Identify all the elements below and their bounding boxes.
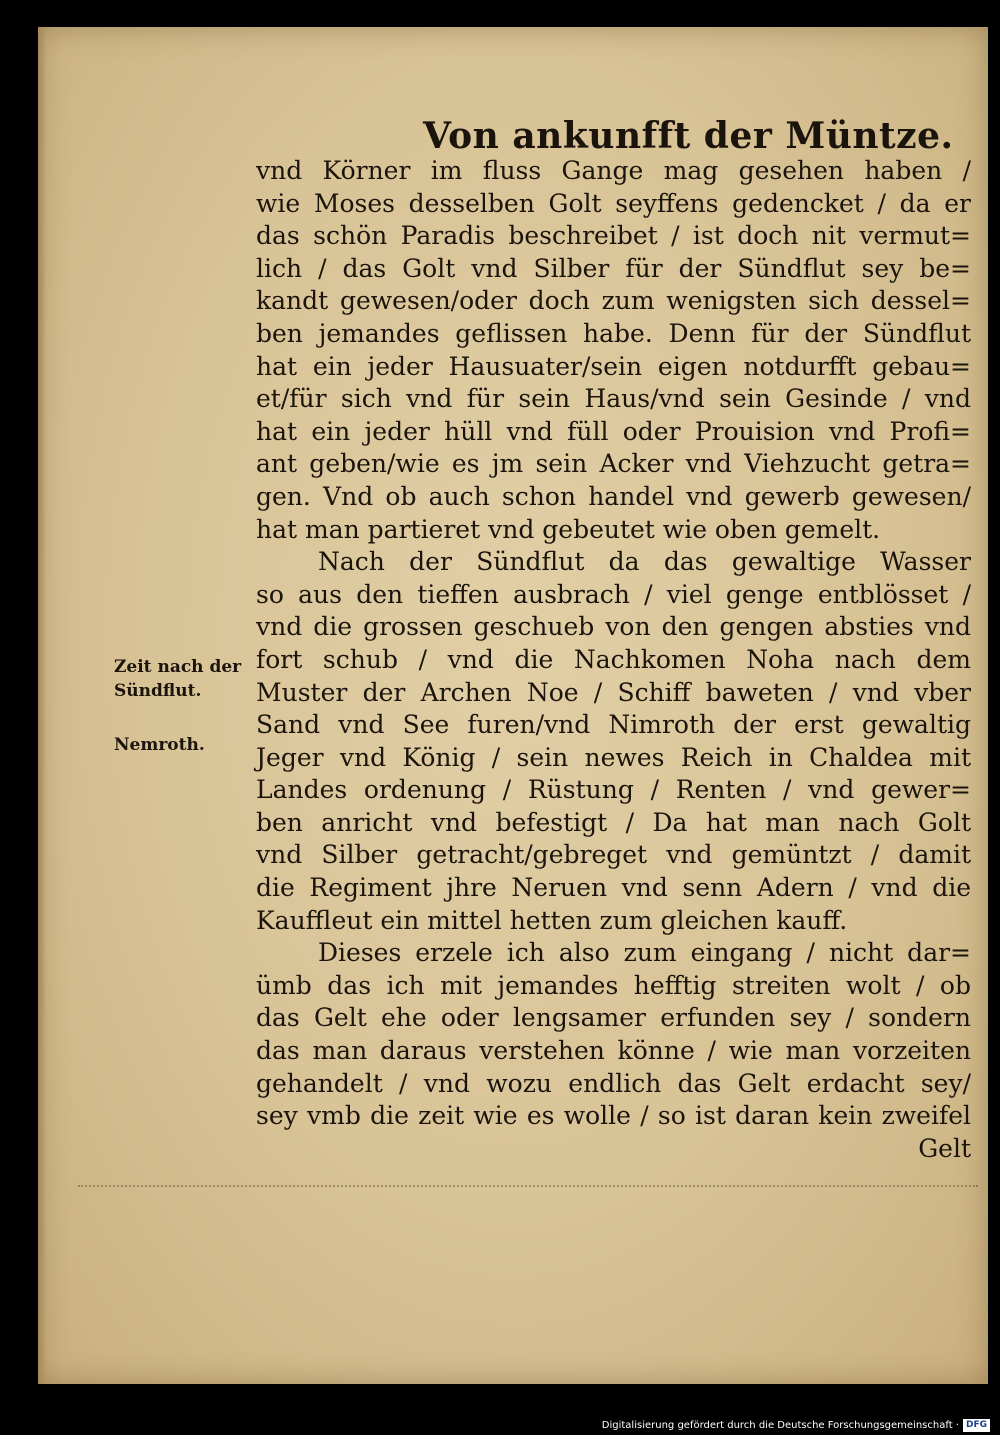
- text-line: sey vmb die zeit wie es wolle / so ist daran kein zweifel: [256, 1101, 971, 1131]
- text-line: kandt gewesen/oder doch zum wenigsten sich dessel=: [256, 286, 971, 316]
- catchword: Gelt: [918, 1133, 971, 1163]
- text-line: hat man partieret vnd gebeutet wie oben gemelt.: [256, 514, 881, 544]
- margin-note-line: Zeit nach der: [114, 657, 242, 677]
- margin-note-nemroth: Nemroth.: [114, 735, 205, 755]
- text-line: ant geben/wie es jm sein Acker vnd Viehzucht getra=: [256, 449, 971, 479]
- text-line: Kauffleut ein mittel hetten zum gleichen kauff.: [256, 905, 848, 935]
- body-text: [256, 155, 971, 1165]
- text-line: Nach der Sündflut da das gewaltige Wasser: [318, 547, 971, 577]
- text-line: vnd die grossen geschueb von den gengen absties vnd: [256, 612, 971, 642]
- text-line: fort schub / vnd die Nachkomen Noha nach dem: [256, 644, 971, 674]
- text-line: ben jemandes geflissen habe. Denn für der Sündflut: [256, 318, 971, 348]
- text-line: das schön Paradis beschreibet / ist doch nit vermut=: [256, 221, 971, 251]
- dfg-logo-icon: DFG: [963, 1419, 990, 1432]
- text-line: hat ein jeder Hausuater/sein eigen notdurfft gebau=: [256, 351, 971, 381]
- text-line: et/für sich vnd für sein Haus/vnd sein Gesinde / vnd: [256, 384, 971, 414]
- footer-credit: [602, 1417, 990, 1433]
- text-line: Dieses erzele ich also zum eingang / nicht dar=: [318, 938, 971, 968]
- text-line: die Regiment jhre Neruen vnd senn Adern / vnd die: [256, 873, 971, 903]
- text-line: gehandelt / vnd wozu endlich das Gelt erdacht sey/: [256, 1068, 971, 1098]
- dotted-divider: [78, 1185, 978, 1187]
- text-line: so aus den tieffen ausbrach / viel genge entblösset /: [256, 579, 971, 609]
- footer-text: Digitalisierung gefördert durch die Deutsche Forschungsgemeinschaft ·: [601, 1419, 959, 1431]
- text-line: vnd Körner im fluss Gange mag gesehen haben /: [256, 156, 971, 185]
- text-line: das Gelt ehe oder lengsamer erfunden sey / sondern: [256, 1003, 971, 1033]
- margin-note-zeit: [114, 655, 241, 703]
- scanned-page: [38, 27, 988, 1384]
- text-line: Sand vnd See furen/vnd Nimroth der erst gewaltig: [256, 710, 971, 740]
- text-line: lich / das Golt vnd Silber für der Sündflut sey be=: [256, 253, 971, 283]
- page-binding-shadow: [38, 27, 46, 1384]
- margin-note-line: Sündflut.: [114, 681, 202, 701]
- text-line: wie Moses desselben Golt seyffens gedencket / da er: [256, 188, 971, 218]
- text-line: Muster der Archen Noe / Schiff baweten / vnd vber: [256, 677, 971, 707]
- text-line: ben anricht vnd befestigt / Da hat man nach Golt: [256, 807, 971, 837]
- running-head: Von ankunfft der Müntze.: [423, 115, 954, 157]
- text-line: Landes ordenung / Rüstung / Renten / vnd gewer=: [256, 775, 971, 805]
- text-line: ümb das ich mit jemandes hefftig streiten wolt / ob: [256, 970, 971, 1000]
- text-line: Jeger vnd König / sein newes Reich in Chaldea mit: [256, 742, 971, 772]
- text-line: vnd Silber getracht/gebreget vnd gemüntzt / damit: [256, 840, 971, 870]
- text-line: das man daraus verstehen könne / wie man vorzeiten: [256, 1036, 971, 1066]
- text-line: hat ein jeder hüll vnd füll oder Prouision vnd Profi=: [256, 416, 971, 446]
- text-line: gen. Vnd ob auch schon handel vnd gewerb gewesen/: [256, 481, 971, 511]
